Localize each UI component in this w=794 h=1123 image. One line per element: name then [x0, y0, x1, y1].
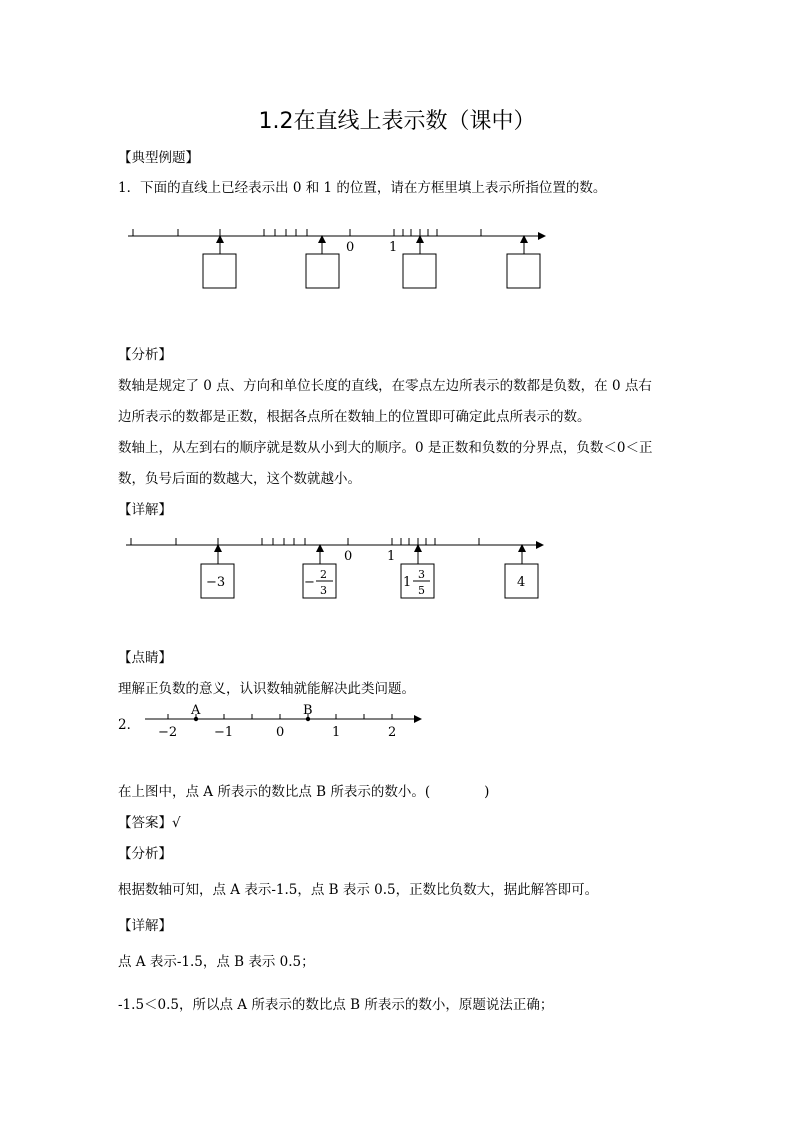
tick-label-0: 0	[276, 725, 285, 740]
q2-detail-header: 【详解】	[118, 918, 172, 934]
detail-box-2-numerator: 2	[320, 568, 327, 581]
example-header: 【典型例题】	[118, 150, 199, 166]
point-header: 【点睛】	[118, 650, 172, 666]
tick-label-neg1: −1	[214, 725, 234, 740]
detail-box-2-sign: −	[304, 575, 315, 590]
label-zero: 0	[346, 240, 355, 255]
detail-label-one: 1	[387, 549, 396, 564]
question-2-text: 在上图中，点 A 所表示的数比点 B 所表示的数小。( )	[118, 784, 490, 800]
point-b-label: B	[303, 703, 313, 718]
detail-box-3-numerator: 3	[418, 568, 425, 581]
tick-label-1: 1	[332, 725, 341, 740]
question-2-number: 2．	[118, 717, 141, 733]
point-text: 理解正负数的意义，认识数轴就能解决此类问题。	[118, 681, 415, 697]
detail-box-1-value: −3	[206, 575, 226, 590]
detail-header: 【详解】	[118, 502, 172, 518]
q2-detail-line-1: 点 A 表示-1.5，点 B 表示 0.5；	[118, 954, 315, 970]
analysis-line-1: 数轴是规定了 0 点、方向和单位长度的直线，在零点左边所表示的数都是负数，在 0 点右	[118, 378, 652, 394]
q2-analysis-text: 根据数轴可知，点 A 表示-1.5，点 B 表示 0.5，正数比负数大，据此解答即可。	[118, 882, 599, 898]
q2-detail-line-2: -1.5＜0.5，所以点 A 所表示的数比点 B 所表示的数小，原题说法正确；	[118, 997, 554, 1013]
point-a-label: A	[191, 703, 201, 718]
q2-analysis-header: 【分析】	[118, 846, 172, 862]
tick-label-2: 2	[388, 725, 397, 740]
analysis-line-4: 数，负号后面的数越大，这个数就越小。	[118, 471, 361, 487]
answer-line: 【答案】√	[118, 815, 181, 831]
analysis-header: 【分析】	[118, 347, 172, 363]
page-title: 1.2在直线上表示数（课中）	[258, 109, 536, 134]
label-one: 1	[389, 240, 398, 255]
detail-box-3-whole: 1	[403, 575, 412, 590]
detail-label-zero: 0	[344, 549, 353, 564]
tick-label-neg2: −2	[158, 725, 178, 740]
analysis-line-2: 边所表示的数都是正数，根据各点所在数轴上的位置即可确定此点所表示的数。	[118, 409, 591, 425]
question-1-text: 1．下面的直线上已经表示出 0 和 1 的位置，请在方框里填上表示所指位置的数。	[118, 180, 607, 196]
detail-box-3-denominator: 5	[418, 584, 425, 597]
analysis-line-3: 数轴上，从左到右的顺序就是数从小到大的顺序。0 是正数和负数的分界点，负数＜0＜正	[118, 440, 653, 456]
detail-box-2-denominator: 3	[320, 584, 327, 597]
detail-box-4-value: 4	[517, 575, 526, 590]
